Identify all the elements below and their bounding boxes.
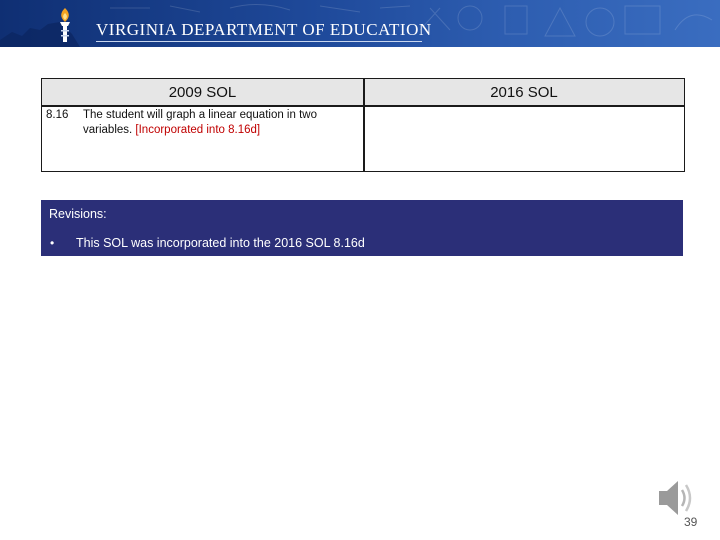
speaker-icon[interactable]	[656, 476, 696, 520]
revisions-box	[41, 200, 683, 256]
header-2009-sol: 2009 SOL	[42, 79, 363, 105]
standard-number: 8.16	[46, 109, 69, 121]
bullet-marker: •	[50, 236, 55, 250]
torch-icon	[50, 4, 80, 44]
header-2016-sol: 2016 SOL	[365, 79, 684, 105]
standard-note: [Incorporated into 8.16d]	[135, 124, 261, 136]
banner-underline	[96, 41, 422, 42]
standard-text: The student will graph a linear equation in two variables.	[83, 109, 317, 136]
standard-2009-cell	[46, 108, 358, 138]
banner-title: VIRGINIA DEPARTMENT OF EDUCATION	[96, 20, 432, 39]
sol-comparison-table	[41, 78, 685, 172]
revision-item: This SOL was incorporated into the 2016 SOL 8.16d	[76, 236, 365, 250]
column-divider	[363, 79, 365, 171]
page-number: 39	[684, 515, 698, 529]
header-banner	[0, 0, 720, 47]
standard-text-block	[83, 108, 358, 138]
revisions-title: Revisions:	[49, 207, 107, 221]
